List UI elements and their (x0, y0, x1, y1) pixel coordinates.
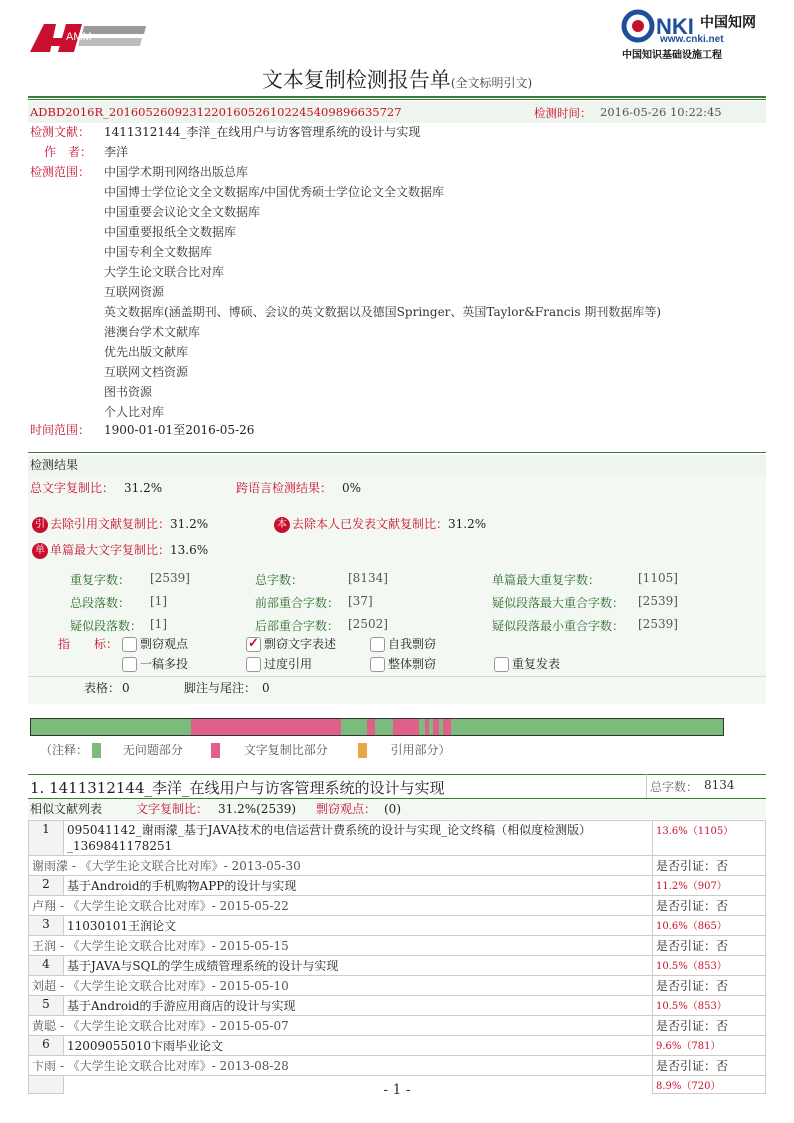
scope-item: 英文数据库(涵盖期刊、博硕、会议的英文数据以及德国Springer、英国Taylor&Francis 期刊数据库等) (104, 305, 662, 319)
legend-suffix: ） (438, 743, 451, 757)
indicator-whole-plag[interactable] (370, 654, 436, 674)
scope-item: 港澳台学术文献库 (104, 325, 201, 339)
table-row (29, 936, 766, 956)
legend-ok: 无问题部分 (122, 743, 183, 757)
susp-max-label: 疑似段落最大重合字数： (492, 596, 625, 610)
indicator-self-plag[interactable] (370, 634, 436, 654)
scope-list (104, 162, 661, 422)
title-note: (全文标明引文) (450, 76, 533, 90)
divider (28, 774, 766, 775)
time-value: 1900-01-01至2016-05-26 (104, 423, 255, 437)
excl-cite (32, 514, 208, 534)
indicator-multi-submit[interactable] (122, 654, 188, 674)
copy-segment (443, 719, 451, 735)
cross-lang-label: 跨语言检测结果： (236, 481, 333, 495)
single-max-label: 单篇最大文字复制比： (50, 543, 171, 557)
excl-self (274, 514, 486, 534)
table-row[interactable] (29, 876, 766, 896)
item-number: 2 (29, 876, 64, 896)
scope-label: 检测范围： (30, 165, 91, 179)
copy-segment (367, 719, 375, 735)
scope-item: 大学生论文联合比对库 (104, 265, 225, 279)
item-title[interactable]: 基于Android的手机购物APP的设计与实现 (64, 876, 653, 896)
repeat-chars-label: 重复字数： (70, 573, 131, 587)
checkbox-icon[interactable] (122, 637, 137, 652)
copy-segment (433, 719, 439, 735)
section-total: 8134 (704, 778, 735, 792)
item-title[interactable]: 095041142_谢雨濛_基于JAVA技术的电信运营计费系统的设计与实现_论文终稿（相似度检测版）_1369841178251 (64, 821, 653, 856)
single-max-repeat: [1105] (638, 571, 678, 585)
table-value: 0 (122, 681, 130, 695)
table-row[interactable] (29, 916, 766, 936)
susp-min-label: 疑似段落最小重合字数： (492, 619, 625, 633)
item-title[interactable]: 基于JAVA与SQL的学生成绩管理系统的设计与实现 (64, 956, 653, 976)
back-overlap-label: 后部重合字数： (255, 619, 340, 633)
section-title: 1. 1411312144_李洋_在线用户与访客管理系统的设计与实现 (30, 779, 445, 797)
total-chars: [8134] (348, 571, 388, 585)
single-max-repeat-label: 单篇最大重复字数： (492, 573, 601, 587)
table-row[interactable] (29, 996, 766, 1016)
author-value: 李洋 (104, 145, 129, 159)
overview-bar (30, 718, 724, 736)
copy-segment (425, 719, 429, 735)
sim-ratio-label: 文字复制比： (136, 802, 209, 816)
table-row (29, 976, 766, 996)
scope-item: 图书资源 (104, 385, 153, 399)
front-overlap-label: 前部重合字数： (255, 596, 340, 610)
total-ratio-label: 总文字复制比： (30, 481, 115, 495)
item-cite: 是否引证：否 (653, 1056, 766, 1076)
item-cite: 是否引证：否 (653, 896, 766, 916)
indicator-label: 指 标： (58, 637, 119, 651)
item-title[interactable]: 基于Android的手游应用商店的设计与实现 (64, 996, 653, 1016)
item-percent: 10.5%（853） (653, 996, 766, 1016)
footnote-value: 0 (262, 681, 270, 695)
item-number: 4 (29, 956, 64, 976)
item-number: 3 (29, 916, 64, 936)
scope-item: 互联网文档资源 (104, 365, 189, 379)
footnote-label: 脚注与尾注： (184, 681, 257, 695)
total-paras: [1] (150, 594, 167, 608)
single-max-value: 13.6% (170, 543, 209, 557)
single-badge-icon: 单 (32, 543, 48, 559)
doc-label: 检测文献： (30, 125, 91, 139)
report-id: ADBD2016R_20160526092312201605261022454098966357​27 (30, 105, 402, 119)
item-percent: 8.9%（720） (653, 1076, 766, 1094)
scope-item: 中国重要会议论文全文数据库 (104, 205, 261, 219)
divider (28, 96, 766, 98)
item-percent: 10.5%（853） (653, 956, 766, 976)
divider (28, 676, 766, 677)
indicator-dup-publish[interactable] (494, 654, 560, 674)
excl-self-label: 去除本人已发表文献复制比： (292, 517, 449, 531)
item-cite: 是否引证：否 (653, 976, 766, 996)
item-meta: 卢翔 - 《大学生论文联合比对库》- 2015-05-22 (29, 896, 653, 916)
table-label: 表格： (84, 681, 121, 695)
copy-segment (191, 719, 341, 735)
table-row[interactable] (29, 1036, 766, 1056)
time-label: 时间范围： (30, 423, 91, 437)
item-number: 1 (29, 821, 64, 856)
report-id-bar (28, 101, 766, 123)
checkbox-icon[interactable] (370, 637, 385, 652)
table-row (29, 856, 766, 876)
scope-item: 互联网资源 (104, 285, 165, 299)
svg-text:NKI: NKI (656, 14, 694, 39)
legend-cite: 引用部分 (390, 743, 439, 757)
checkbox-icon[interactable] (494, 657, 509, 672)
indicator-plag-view[interactable] (122, 634, 188, 654)
check-time-label: 检测时间： (534, 106, 592, 120)
excl-self-value: 31.2% (448, 517, 487, 531)
indicator-text: 自我剽窃 (388, 637, 437, 651)
plag-label: 剽窃观点： (316, 802, 377, 816)
total-chars-label: 总字数： (255, 573, 304, 587)
legend-cite-swatch (358, 743, 367, 758)
item-number: 6 (29, 1036, 64, 1056)
title-text: 文本复制检测报告单 (261, 68, 451, 92)
single-max (32, 540, 208, 560)
item-cite: 是否引证：否 (653, 936, 766, 956)
item-meta: 刘超 - 《大学生论文联合比对库》- 2015-05-10 (29, 976, 653, 996)
indicator-text: 一稿多投 (140, 657, 189, 671)
indicator-plag-text[interactable] (246, 634, 336, 654)
doc-value: 1411312144_李洋_在线用户与访客管理系统的设计与实现 (104, 125, 421, 139)
checkbox-checked-icon[interactable] (246, 637, 261, 652)
check-time: 2016-05-26 10:22:45 (600, 105, 722, 119)
cross-lang: 0% (342, 481, 362, 495)
scope-item: 个人比对库 (104, 405, 165, 419)
item-meta: 王润 - 《大学生论文联合比对库》- 2015-05-15 (29, 936, 653, 956)
checkbox-icon[interactable] (122, 657, 137, 672)
indicator-text: 过度引用 (264, 657, 313, 671)
table-row (29, 1056, 766, 1076)
item-cite: 是否引证：否 (653, 1016, 766, 1036)
susp-paras: [1] (150, 617, 167, 631)
indicator-text: 重复发表 (512, 657, 561, 671)
section-total-label: 总字数： (650, 780, 699, 794)
indicator-text: 整体剽窃 (388, 657, 437, 671)
report-title (0, 64, 794, 94)
item-meta: 卞雨 - 《大学生论文联合比对库》- 2013-08-28 (29, 1056, 653, 1076)
total-paras-label: 总段落数： (70, 596, 131, 610)
cnki-subtitle: 中国知识基础设施工程 (622, 50, 722, 61)
page-number: - 1 - (383, 1082, 411, 1098)
item-title[interactable]: 11030101王润论文 (64, 916, 653, 936)
front-overlap: [37] (348, 594, 373, 608)
scope-item: 中国专利全文数据库 (104, 245, 213, 259)
legend-copy: 文字复制比部分 (243, 743, 328, 757)
susp-paras-label: 疑似段落数： (70, 619, 143, 633)
susp-max: [2539] (638, 594, 678, 608)
repeat-chars: [2539] (150, 571, 190, 585)
divider (646, 774, 647, 798)
scope-item: 优先出版文献库 (104, 345, 189, 359)
table-row (29, 1016, 766, 1036)
excl-cite-label: 去除引用文献复制比： (50, 517, 171, 531)
checkbox-icon[interactable] (370, 657, 385, 672)
item-number: 5 (29, 996, 64, 1016)
checkbox-icon[interactable] (246, 657, 261, 672)
item-title[interactable]: 12009055010卞雨毕业论文 (64, 1036, 653, 1056)
divider (28, 99, 766, 100)
item-percent: 10.6%（865） (653, 916, 766, 936)
legend-prefix: （注释： (40, 743, 89, 757)
table-row[interactable] (29, 956, 766, 976)
self-badge-icon: 本 (274, 517, 290, 533)
item-percent: 9.6%（781） (653, 1036, 766, 1056)
sim-ratio: 31.2%(2539) (218, 802, 297, 816)
item-meta: 谢雨濛 - 《大学生论文联合比对库》- 2013-05-30 (29, 856, 653, 876)
similar-docs-table (28, 820, 766, 1094)
item-cite: 是否引证：否 (653, 856, 766, 876)
cite-badge-icon: 引 (32, 517, 48, 533)
copy-segment (393, 719, 419, 735)
amm-logo (30, 18, 150, 56)
cnki-url: www.cnki.net (660, 34, 724, 45)
item-percent: 11.2%（907） (653, 876, 766, 896)
table-row[interactable] (29, 821, 766, 856)
legend-ok-swatch (92, 743, 101, 758)
scope-item: 中国重要报纸全文数据库 (104, 225, 237, 239)
svg-text:AMM: AMM (66, 31, 92, 43)
divider (28, 452, 766, 453)
legend-copy-swatch (211, 743, 220, 758)
indicator-over-cite[interactable] (246, 654, 312, 674)
indicator-text: 剽窃观点 (140, 637, 189, 651)
scope-item: 中国博士学位论文全文数据库/中国优秀硕士学位论文全文数据库 (104, 185, 445, 199)
excl-cite-value: 31.2% (170, 517, 209, 531)
author-label: 作 者： (44, 145, 93, 159)
legend (40, 740, 451, 760)
total-ratio: 31.2% (124, 481, 163, 495)
sim-list-label: 相似文献列表 (30, 802, 103, 816)
item-percent: 13.6%（1105） (653, 821, 766, 856)
item-meta: 黄聪 - 《大学生论文联合比对库》- 2015-05-07 (29, 1016, 653, 1036)
back-overlap: [2502] (348, 617, 388, 631)
cnki-cn-name: 中国知网 (700, 15, 756, 31)
table-row (29, 896, 766, 916)
scope-item: 中国学术期刊网络出版总库 (104, 165, 249, 179)
indicator-text: 剽窃文字表述 (264, 637, 337, 651)
susp-min: [2539] (638, 617, 678, 631)
plag-value: (0) (384, 802, 401, 816)
results-heading: 检测结果 (28, 455, 766, 475)
cnki-logo (620, 8, 766, 60)
